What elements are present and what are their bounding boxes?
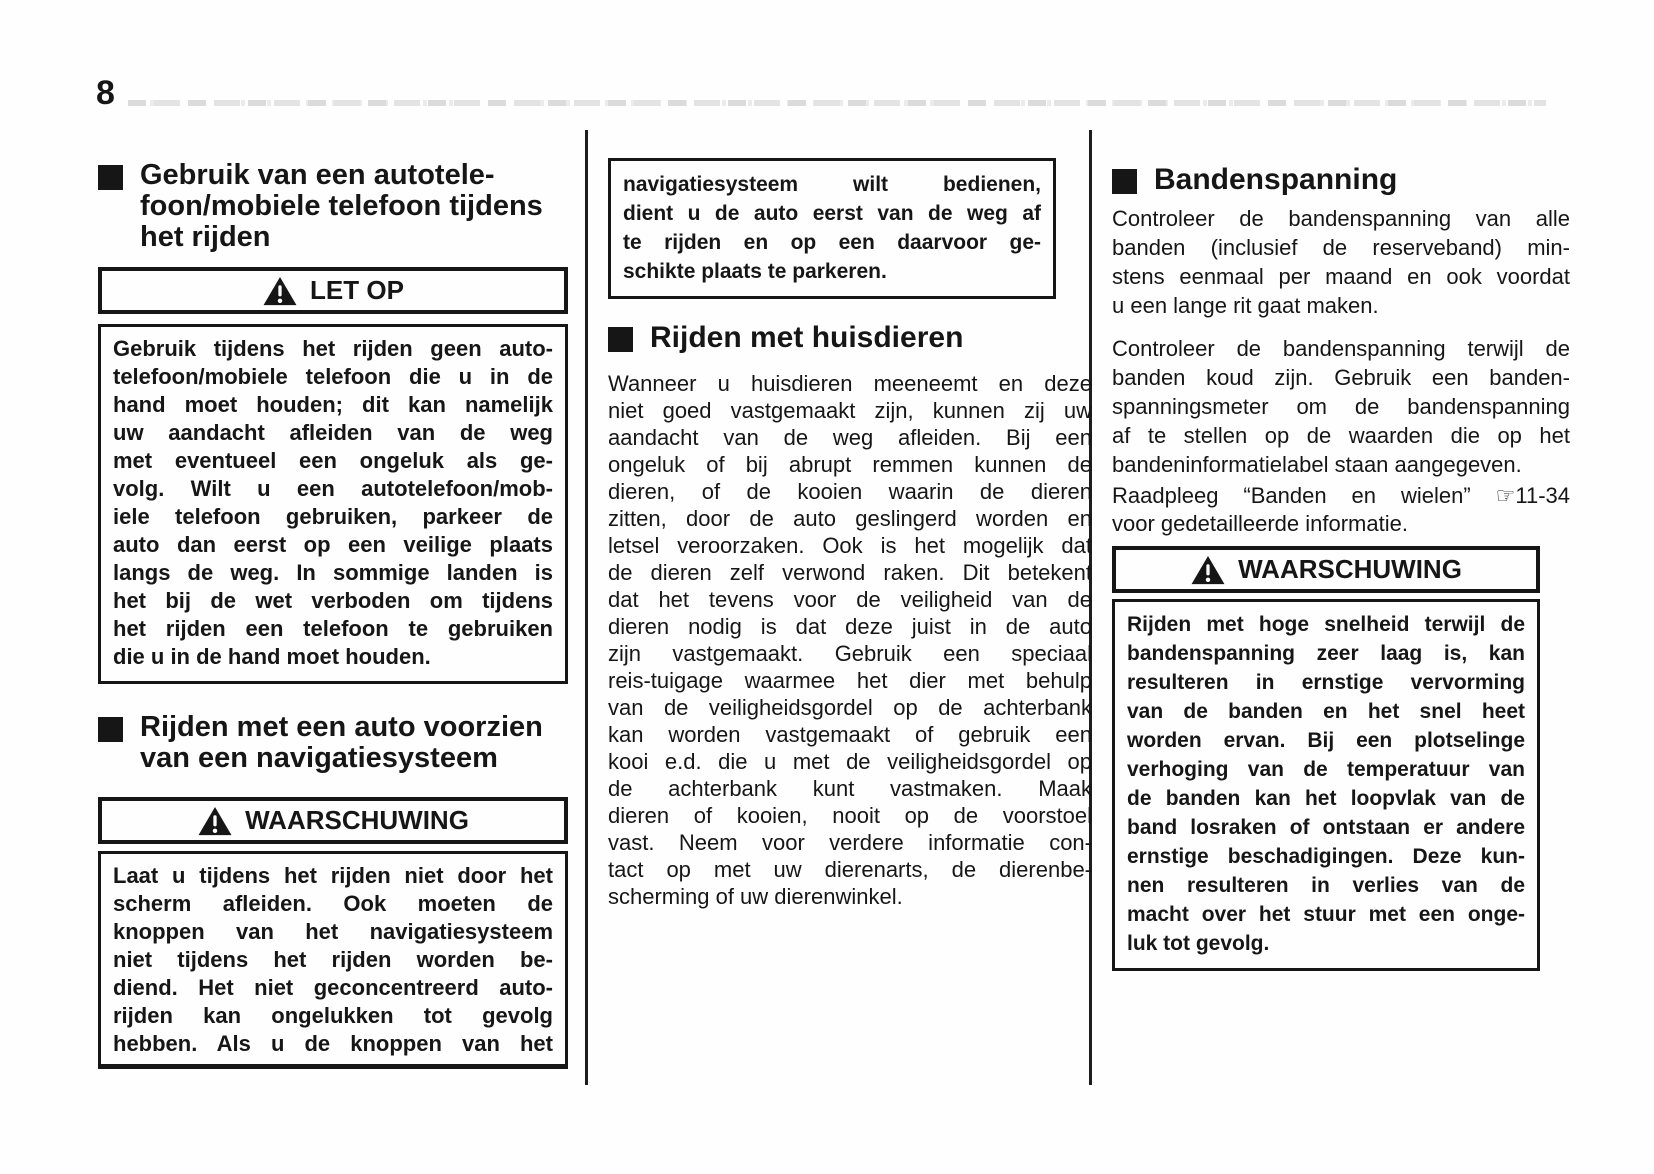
text-line: luk tot gevolg. [1127,932,1270,955]
bandenspanning-reference-paragraph [1112,482,1570,538]
text-line: voor gedetailleerde informatie. [1112,511,1408,536]
black-square-bullet-icon [1112,169,1137,194]
text-line: de dieren zelf verwond raken. Dit betekent [608,560,1092,585]
text-line: aandacht van de weg afleiden. Bij een [608,425,1092,450]
text-line: bandeninformatielabel staan aangegeven. [1112,452,1522,477]
text-line: rijden kan ongelukken tot gevolg [113,1003,553,1028]
text-line: langs de weg. In sommige landen is [113,560,553,585]
text-line: Rijden met een auto voorzien [140,711,543,743]
text-line: resulteren in ernstige vervorming [1127,671,1525,694]
text-line: zitten, door de auto geslingerd worden en [608,506,1092,531]
text-line: stens eenmaal per maand en ook voordat [1112,264,1570,289]
text-line: van de veiligheidsgordel op de achterbank [608,695,1092,720]
middle-column [608,0,1092,1174]
text-line: dient u de auto eerst van de weg af [623,202,1041,225]
text-line: de achterbank kunt vastmaken. Maak [608,776,1092,801]
text-line: auto dan eerst op een veilige plaats [113,532,553,557]
section-title: Rijden met huisdieren [650,321,964,354]
black-square-bullet-icon [608,327,633,352]
text-line: hebben. Als u de knoppen van het [113,1031,553,1056]
section-heading-huisdieren [608,322,963,354]
text-line: bandenspanning zeer laag is, kan [1127,642,1525,665]
text-line: u een lange rit gaat maken. [1112,293,1379,318]
text-line: de banden kan het loopvlak van de [1127,787,1525,810]
text-line: Gebruik tijdens het rijden geen auto- [113,336,553,361]
warning-continuation-box [608,158,1056,299]
text-line: dieren of kooien, nooit op de voorstoel [608,803,1092,828]
caution-label: LET OP [310,275,404,305]
text-line: kan worden vastgemaakt of gebruik een [608,722,1092,747]
text-line: dat het tevens voor de veiligheid van de [608,587,1092,612]
section-title-lines [140,160,543,253]
text-line: die u in de hand moet houden. [113,644,431,669]
left-column [98,0,568,1174]
text-line: ernstige beschadigingen. Deze kun- [1127,845,1525,868]
warning-body-box [1112,599,1540,971]
huisdieren-body-text [608,370,1092,910]
text-line: banden koud zijn. Gebruik een banden- [1112,365,1570,390]
warning-triangle-icon [1190,555,1226,586]
text-line: Raadpleeg “Banden en wielen” ☞11-34 [1112,483,1570,508]
text-line: iele telefoon gebruiken, parkeer de [113,504,553,529]
bandenspanning-paragraph-2 [1112,334,1570,479]
warning-label: WAARSCHUWING [1238,554,1462,584]
text-line: Controleer de bandenspanning terwijl de [1112,336,1570,361]
text-line: niet tijdens het rijden worden be- [113,947,553,972]
text-line: dieren nodig is dat deze juist in de auto [608,614,1092,639]
text-line: van de banden en het snel heet [1127,700,1525,723]
text-line: scherming of uw dierenwinkel. [608,884,903,909]
page-number: 8 [96,74,115,112]
text-line: tact op met uw dierenarts, de dierenbe- [608,857,1092,882]
section-heading-autotelefoon [98,160,543,253]
text-line: Rijden met hoge snelheid terwijl de [1127,613,1525,636]
caution-body-box [98,324,568,684]
warning-header-box [98,797,568,844]
text-line: uw aandacht afleiden van de weg [113,420,553,445]
warning-triangle-icon [197,806,233,837]
text-line: Controleer de bandenspanning van alle [1112,206,1570,231]
text-line: scherm afleiden. Ook moeten de [113,891,553,916]
text-line: Wanneer u huisdieren meeneemt en deze [608,371,1092,396]
text-line: reis-tuigage waarmee het dier met behulp [608,668,1092,693]
text-line: band losraken of ontstaan er andere [1127,816,1525,839]
text-line: navigatiesysteem wilt bedienen, [623,173,1041,196]
text-line: niet goed vastgemaakt zijn, kunnen zij uw [608,398,1092,423]
text-line: hand moet houden; dit kan namelijk [113,392,553,417]
black-square-bullet-icon [98,717,123,742]
text-line: het rijden een telefoon te gebruiken [113,616,553,641]
text-line: volg. Wilt u een autotelefoon/mob- [113,476,553,501]
section-title: Bandenspanning [1154,163,1398,196]
text-line: van een navigatiesysteem [140,742,498,774]
text-line: macht over het stuur met een onge- [1127,903,1525,926]
text-line: schikte plaats te parkeren. [623,260,887,283]
text-line: telefoon/mobiele telefoon die u in de [113,364,553,389]
text-line: vast. Neem voor verdere informatie con- [608,830,1092,855]
text-line: banden (inclusief de reserveband) min- [1112,235,1570,260]
section-title-lines [140,712,543,774]
warning-body-box [98,851,568,1069]
section-heading-bandenspanning [1112,164,1397,196]
caution-header-box [98,267,568,314]
text-line: te rijden en op een daarvoor ge- [623,231,1041,254]
column-divider-left [585,130,588,1085]
warning-label: WAARSCHUWING [245,805,469,835]
section-heading-navigatiesysteem [98,712,543,774]
text-line: worden ervan. Bij een plotselinge [1127,729,1525,752]
text-line: af te stellen op de waarden die op het [1112,423,1570,448]
text-line: dieren, of de kooien waarin de dieren [608,479,1092,504]
black-square-bullet-icon [98,165,123,190]
text-line: foon/mobiele telefoon tijdens [140,190,543,222]
text-line: Gebruik van een autotele- [140,159,495,191]
text-line: spanningsmeter om de bandenspanning [1112,394,1570,419]
text-line: verhoging van de temperatuur van [1127,758,1525,781]
warning-triangle-icon [262,276,298,307]
bandenspanning-paragraph-1 [1112,204,1570,320]
warning-header-box [1112,546,1540,593]
text-line: ongeluk of bij abrupt remmen kunnen de [608,452,1092,477]
text-line: het bij de wet verboden om tijdens [113,588,553,613]
text-line: nen resulteren in verlies van de [1127,874,1525,897]
text-line: letsel veroorzaken. Ook is het mogelijk dat [608,533,1092,558]
text-line: Laat u tijdens het rijden niet door het [113,863,553,888]
text-line: knoppen van het navigatiesysteem [113,919,553,944]
right-column [1112,0,1570,1174]
text-line: diend. Het niet geconcentreerd auto- [113,975,553,1000]
text-line: het rijden [140,221,271,253]
text-line: kooi e.d. die u met de veiligheidsgordel op [608,749,1092,774]
text-line: met eventueel een ongeluk als ge- [113,448,553,473]
text-line: zijn vastgemaakt. Gebruik een speciaal [608,641,1092,666]
